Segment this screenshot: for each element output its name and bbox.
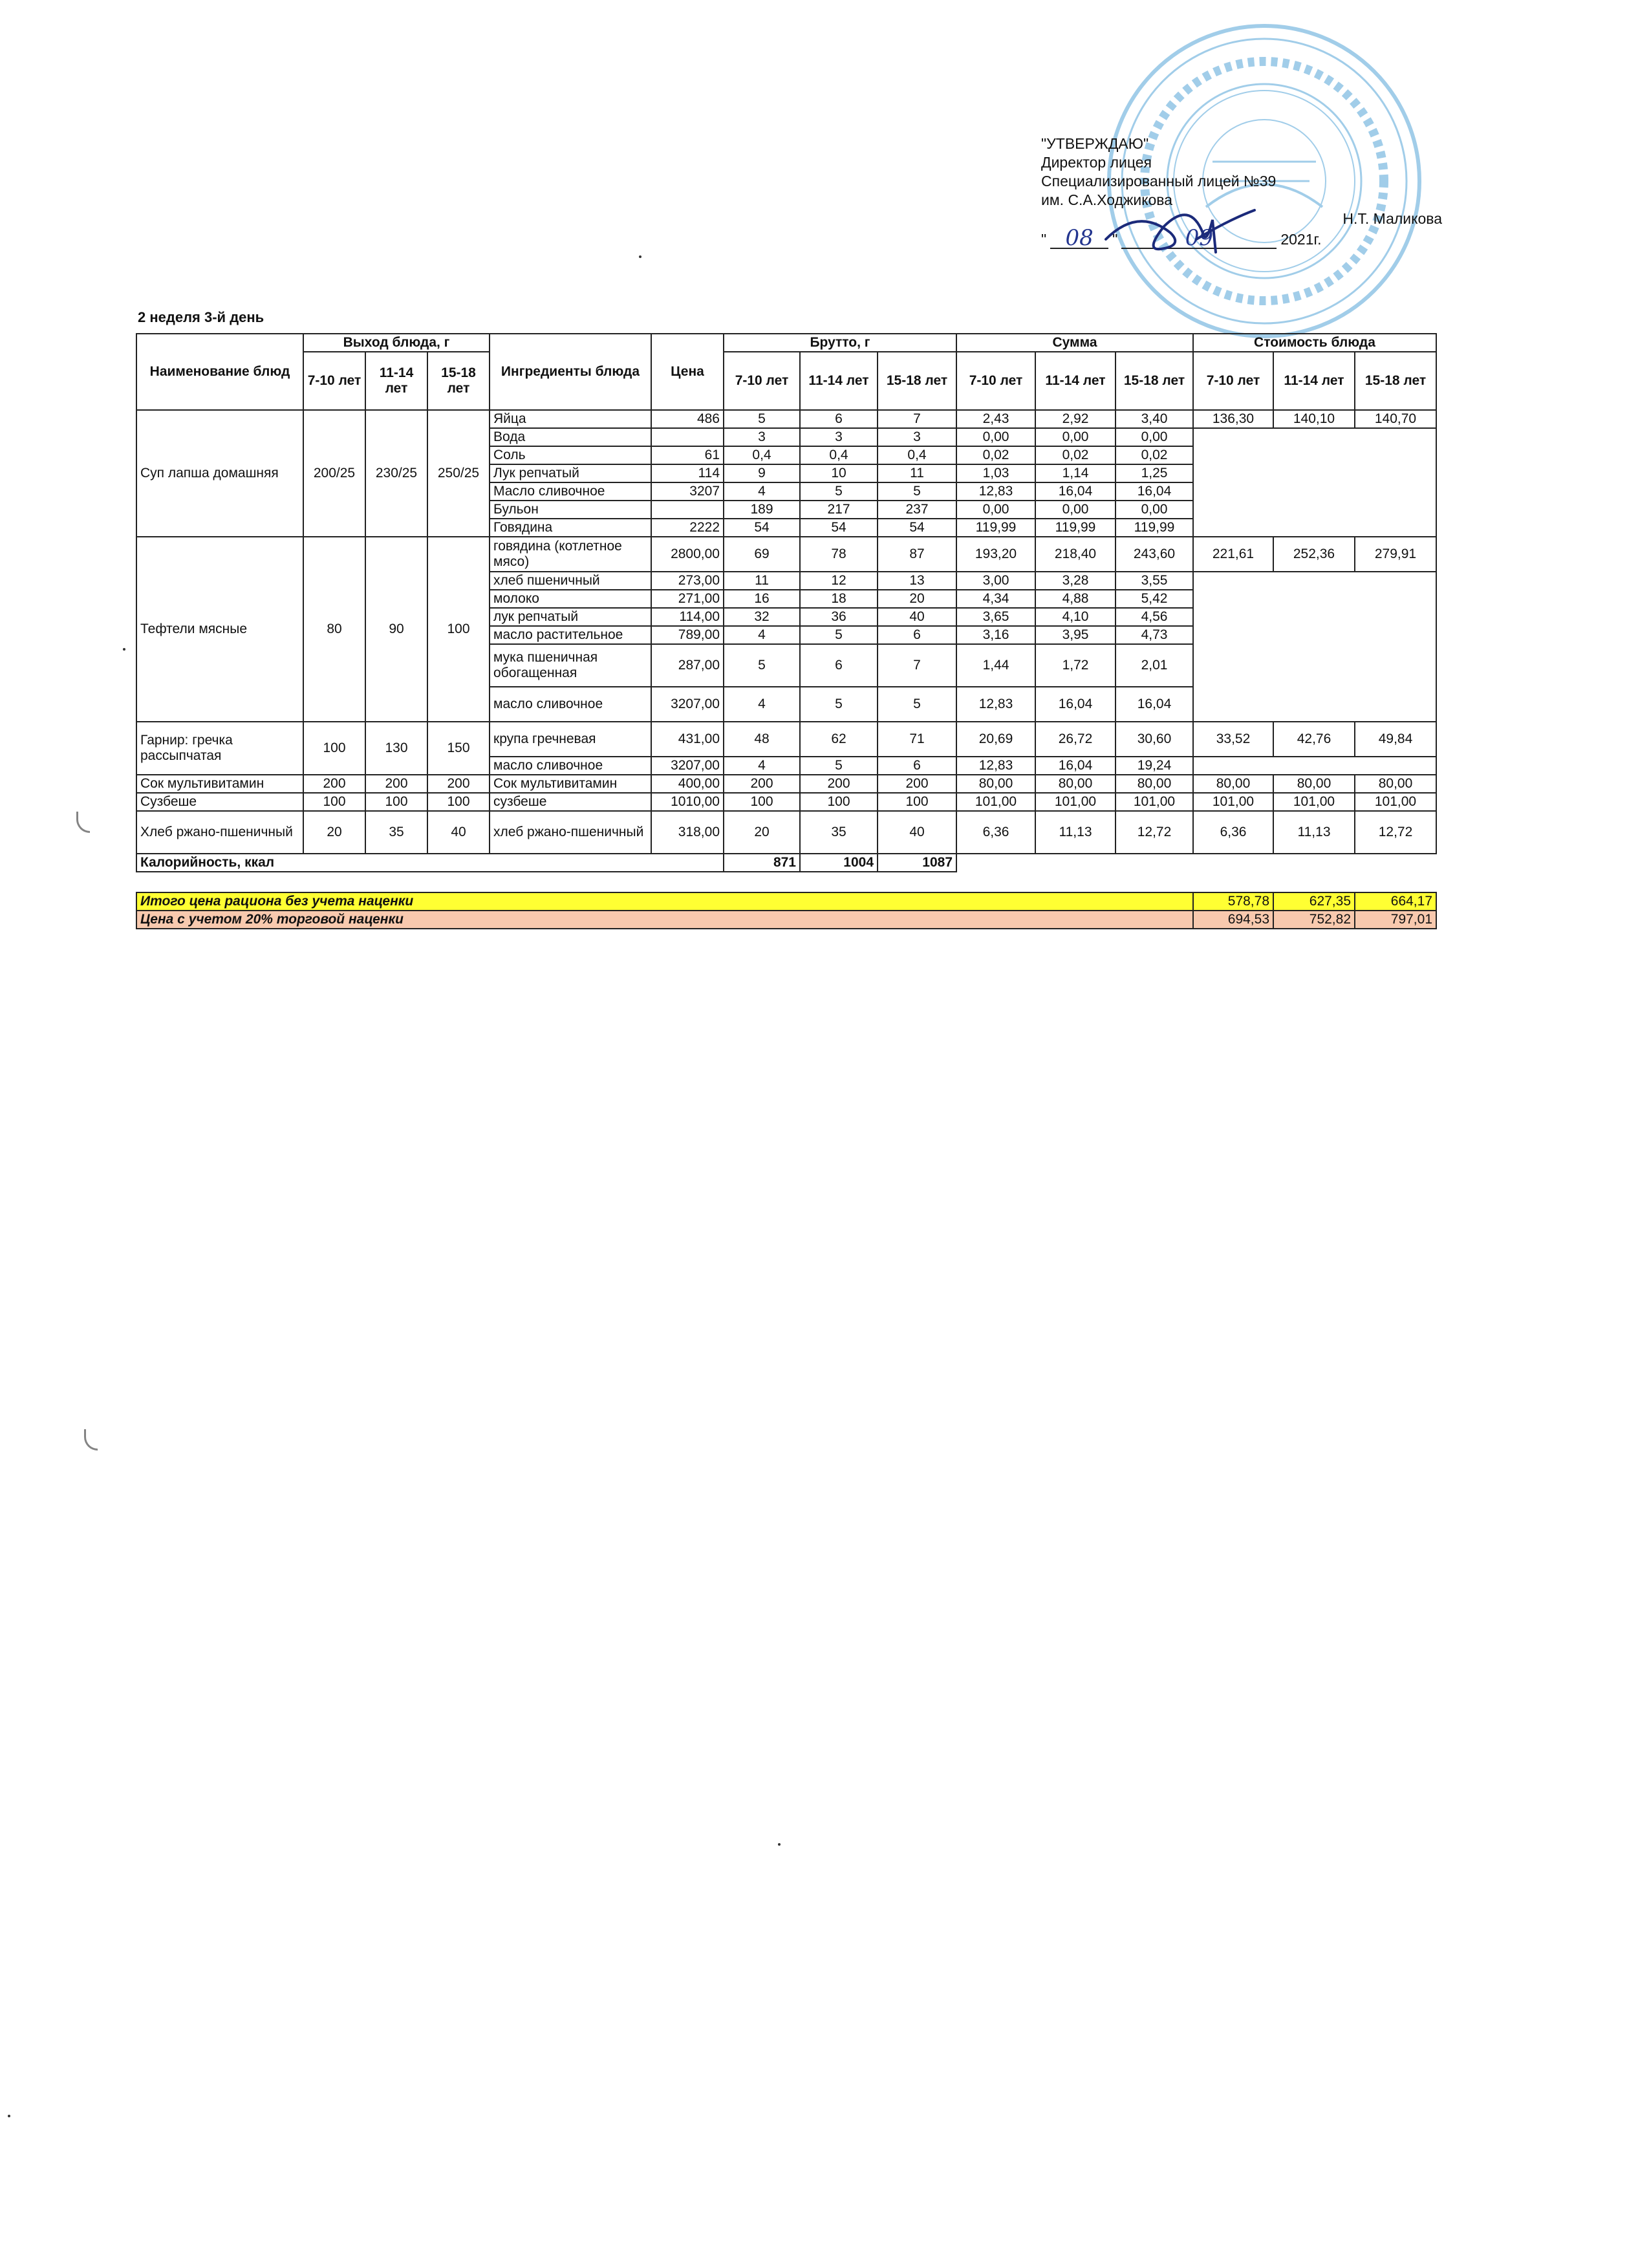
- cost-age3: 101,00: [1355, 793, 1436, 811]
- sum-age1: 80,00: [956, 775, 1035, 793]
- header-ingredients: Ингредиенты блюда: [490, 334, 651, 410]
- sum-age3: 16,04: [1116, 482, 1193, 501]
- dish-name: Суп лапша домашняя: [136, 410, 303, 537]
- gross-age2: 10: [800, 464, 878, 482]
- ingredient-price: [651, 501, 724, 519]
- table-row: [136, 722, 1436, 757]
- yield-age1: 200/25: [303, 410, 365, 537]
- ingredient-name: Сок мультивитамин: [490, 775, 651, 793]
- header-cost-age2: 11-14 лет: [1273, 352, 1355, 410]
- yield-age1: 100: [303, 722, 365, 775]
- gross-age1: 69: [724, 537, 800, 572]
- sum-age3: 1,25: [1116, 464, 1193, 482]
- dish-name: Сузбеше: [136, 793, 303, 811]
- approval-position: Директор лицея: [1041, 154, 1152, 171]
- approval-organization: Специализированный лицей №39: [1041, 173, 1277, 189]
- gross-age2: 200: [800, 775, 878, 793]
- ingredient-name: Вода: [490, 428, 651, 446]
- ingredient-price: 271,00: [651, 590, 724, 608]
- ingredient-name: хлеб ржано-пшеничный: [490, 811, 651, 854]
- gross-age2: 217: [800, 501, 878, 519]
- gross-age1: 16: [724, 590, 800, 608]
- sum-age3: 4,56: [1116, 608, 1193, 626]
- sum-age1: 3,16: [956, 626, 1035, 644]
- sum-age1: 4,34: [956, 590, 1035, 608]
- sum-age2: 16,04: [1035, 687, 1116, 722]
- table-footer: [136, 854, 1436, 929]
- sum-age3: 0,02: [1116, 446, 1193, 464]
- gross-age1: 4: [724, 757, 800, 775]
- cost-age1: 6,36: [1193, 811, 1273, 854]
- gross-age3: 7: [878, 644, 956, 687]
- header-gross-age1: 7-10 лет: [724, 352, 800, 410]
- calories-age2: 1004: [800, 854, 878, 872]
- ingredient-price: 1010,00: [651, 793, 724, 811]
- header-dish: Наименование блюд: [136, 334, 303, 410]
- day-label: 2 неделя 3-й день: [138, 309, 264, 325]
- table-row: [136, 537, 1436, 572]
- sum-age3: 2,01: [1116, 644, 1193, 687]
- total-price-age1: 578,78: [1193, 892, 1273, 911]
- sum-age1: 3,65: [956, 608, 1035, 626]
- header-yield: Выход блюда, г: [303, 334, 490, 352]
- sum-age2: 0,00: [1035, 501, 1116, 519]
- scan-mark: [84, 1429, 98, 1451]
- cost-age1: 221,61: [1193, 537, 1273, 572]
- gross-age2: 35: [800, 811, 878, 854]
- sum-age1: 12,83: [956, 757, 1035, 775]
- markup-price-age3: 797,01: [1355, 911, 1436, 929]
- sum-age1: 0,02: [956, 446, 1035, 464]
- ingredient-price: 114,00: [651, 608, 724, 626]
- sum-age2: 4,88: [1035, 590, 1116, 608]
- gross-age1: 20: [724, 811, 800, 854]
- yield-age1: 200: [303, 775, 365, 793]
- calories-age1: 871: [724, 854, 800, 872]
- yield-age2: 130: [365, 722, 427, 775]
- dish-name: Гарнир: гречка рассыпчатая: [136, 722, 303, 775]
- sum-age2: 11,13: [1035, 811, 1116, 854]
- ingredient-price: 2222: [651, 519, 724, 537]
- ingredient-name: масло сливочное: [490, 757, 651, 775]
- cost-age1: 80,00: [1193, 775, 1273, 793]
- cost-age3: 140,70: [1355, 410, 1436, 428]
- yield-age3: 250/25: [427, 410, 490, 537]
- gross-age1: 200: [724, 775, 800, 793]
- sum-age1: 6,36: [956, 811, 1035, 854]
- ingredient-price: 114: [651, 464, 724, 482]
- calories-label: Калорийность, ккал: [136, 854, 724, 872]
- sum-age2: 2,92: [1035, 410, 1116, 428]
- header-yield-age2: 11-14 лет: [365, 352, 427, 410]
- gross-age2: 5: [800, 626, 878, 644]
- gross-age3: 40: [878, 608, 956, 626]
- sum-age1: 1,03: [956, 464, 1035, 482]
- sum-age2: 26,72: [1035, 722, 1116, 757]
- ingredient-price: 3207,00: [651, 687, 724, 722]
- scan-mark: [76, 812, 90, 833]
- sum-age1: 3,00: [956, 572, 1035, 590]
- cost-age2: 101,00: [1273, 793, 1355, 811]
- yield-age2: 35: [365, 811, 427, 854]
- gross-age3: 7: [878, 410, 956, 428]
- sum-age1: 12,83: [956, 687, 1035, 722]
- gross-age1: 9: [724, 464, 800, 482]
- handwritten-signature: [1099, 194, 1261, 265]
- table-body: [136, 410, 1436, 854]
- ingredient-price: 789,00: [651, 626, 724, 644]
- gross-age3: 237: [878, 501, 956, 519]
- gross-age1: 11: [724, 572, 800, 590]
- ingredient-name: Соль: [490, 446, 651, 464]
- sum-age2: 119,99: [1035, 519, 1116, 537]
- gross-age1: 4: [724, 482, 800, 501]
- ingredient-name: лук репчатый: [490, 608, 651, 626]
- quote-close: ": [1112, 231, 1118, 248]
- header-cost: Стоимость блюда: [1193, 334, 1436, 352]
- ingredient-name: Бульон: [490, 501, 651, 519]
- gross-age2: 36: [800, 608, 878, 626]
- gross-age2: 0,4: [800, 446, 878, 464]
- sum-age3: 243,60: [1116, 537, 1193, 572]
- approval-month: 09: [1121, 228, 1277, 249]
- table-header: [136, 334, 1436, 410]
- approval-organization-name: им. С.А.Ходжикова: [1041, 191, 1173, 208]
- markup-price-label: Цена с учетом 20% торговой наценки: [136, 911, 1193, 929]
- gross-age3: 20: [878, 590, 956, 608]
- gross-age3: 87: [878, 537, 956, 572]
- ingredient-name: Яйца: [490, 410, 651, 428]
- gross-age3: 6: [878, 757, 956, 775]
- ingredient-price: 3207: [651, 482, 724, 501]
- cost-age2: 80,00: [1273, 775, 1355, 793]
- total-price-label: Итого цена рациона без учета наценки: [136, 892, 1193, 911]
- cost-blank: [1193, 572, 1436, 722]
- cost-age2: 11,13: [1273, 811, 1355, 854]
- ingredient-price: [651, 428, 724, 446]
- table-row: [136, 811, 1436, 854]
- gross-age2: 5: [800, 482, 878, 501]
- ingredient-name: Говядина: [490, 519, 651, 537]
- sum-age2: 1,72: [1035, 644, 1116, 687]
- sum-age1: 119,99: [956, 519, 1035, 537]
- ingredient-name: хлеб пшеничный: [490, 572, 651, 590]
- gross-age3: 5: [878, 482, 956, 501]
- yield-age1: 100: [303, 793, 365, 811]
- gross-age1: 189: [724, 501, 800, 519]
- gross-age2: 62: [800, 722, 878, 757]
- yield-age1: 20: [303, 811, 365, 854]
- header-gross-age3: 15-18 лет: [878, 352, 956, 410]
- table-row: [136, 410, 1436, 428]
- gross-age2: 6: [800, 410, 878, 428]
- dish-name: Тефтели мясные: [136, 537, 303, 722]
- yield-age3: 150: [427, 722, 490, 775]
- cost-age1: 136,30: [1193, 410, 1273, 428]
- cost-age3: 80,00: [1355, 775, 1436, 793]
- ingredient-price: 400,00: [651, 775, 724, 793]
- gross-age3: 40: [878, 811, 956, 854]
- sum-age1: 0,00: [956, 428, 1035, 446]
- sum-age2: 218,40: [1035, 537, 1116, 572]
- sum-age2: 4,10: [1035, 608, 1116, 626]
- cost-blank: [1193, 428, 1436, 537]
- sum-age2: 1,14: [1035, 464, 1116, 482]
- ingredient-name: сузбеше: [490, 793, 651, 811]
- table-row: [136, 793, 1436, 811]
- ingredient-name: мука пшеничная обогащенная: [490, 644, 651, 687]
- gross-age3: 100: [878, 793, 956, 811]
- sum-age3: 12,72: [1116, 811, 1193, 854]
- cost-age2: 140,10: [1273, 410, 1355, 428]
- gross-age2: 5: [800, 687, 878, 722]
- cost-age3: 49,84: [1355, 722, 1436, 757]
- yield-age2: 100: [365, 793, 427, 811]
- sum-age2: 16,04: [1035, 757, 1116, 775]
- gross-age2: 54: [800, 519, 878, 537]
- ingredient-price: 273,00: [651, 572, 724, 590]
- header-cost-age1: 7-10 лет: [1193, 352, 1273, 410]
- header-yield-age3: 15-18 лет: [427, 352, 490, 410]
- sum-age1: 2,43: [956, 410, 1035, 428]
- total-price-age3: 664,17: [1355, 892, 1436, 911]
- sum-age1: 20,69: [956, 722, 1035, 757]
- sum-age3: 0,00: [1116, 501, 1193, 519]
- gross-age1: 54: [724, 519, 800, 537]
- markup-price-age2: 752,82: [1273, 911, 1355, 929]
- total-price-age2: 627,35: [1273, 892, 1355, 911]
- gross-age2: 78: [800, 537, 878, 572]
- gross-age2: 12: [800, 572, 878, 590]
- yield-age1: 80: [303, 537, 365, 722]
- sum-age2: 101,00: [1035, 793, 1116, 811]
- header-sum: Сумма: [956, 334, 1193, 352]
- header-gross: Брутто, г: [724, 334, 956, 352]
- sum-age2: 80,00: [1035, 775, 1116, 793]
- ingredient-name: Масло сливочное: [490, 482, 651, 501]
- ingredient-price: 431,00: [651, 722, 724, 757]
- gross-age2: 100: [800, 793, 878, 811]
- ingredient-name: молоко: [490, 590, 651, 608]
- ingredient-name: Лук репчатый: [490, 464, 651, 482]
- sum-age1: 193,20: [956, 537, 1035, 572]
- markup-price-age1: 694,53: [1193, 911, 1273, 929]
- gross-age3: 5: [878, 687, 956, 722]
- ingredient-name: масло растительное: [490, 626, 651, 644]
- sum-age3: 5,42: [1116, 590, 1193, 608]
- yield-age2: 230/25: [365, 410, 427, 537]
- sum-age1: 1,44: [956, 644, 1035, 687]
- sum-age2: 3,95: [1035, 626, 1116, 644]
- header-gross-age2: 11-14 лет: [800, 352, 878, 410]
- sum-age1: 0,00: [956, 501, 1035, 519]
- header-yield-age1: 7-10 лет: [303, 352, 365, 410]
- ingredient-price: 3207,00: [651, 757, 724, 775]
- approval-title: "УТВЕРЖДАЮ": [1041, 135, 1149, 152]
- total-price-row: [136, 892, 1436, 911]
- header-sum-age1: 7-10 лет: [956, 352, 1035, 410]
- gross-age3: 0,4: [878, 446, 956, 464]
- sum-age1: 101,00: [956, 793, 1035, 811]
- yield-age3: 100: [427, 793, 490, 811]
- calories-age3: 1087: [878, 854, 956, 872]
- ingredient-price: 2800,00: [651, 537, 724, 572]
- cost-age3: 279,91: [1355, 537, 1436, 572]
- sum-age3: 101,00: [1116, 793, 1193, 811]
- scan-speck: [123, 648, 125, 651]
- ingredient-name: крупа гречневая: [490, 722, 651, 757]
- markup-price-row: [136, 911, 1436, 929]
- cost-blank: [1193, 757, 1436, 775]
- gross-age1: 5: [724, 644, 800, 687]
- sum-age3: 3,55: [1116, 572, 1193, 590]
- gross-age3: 200: [878, 775, 956, 793]
- gross-age3: 13: [878, 572, 956, 590]
- gross-age2: 5: [800, 757, 878, 775]
- ingredient-name: масло сливочное: [490, 687, 651, 722]
- sum-age3: 4,73: [1116, 626, 1193, 644]
- sum-age3: 30,60: [1116, 722, 1193, 757]
- ingredient-price: 486: [651, 410, 724, 428]
- gross-age1: 5: [724, 410, 800, 428]
- gross-age2: 18: [800, 590, 878, 608]
- ingredient-name: говядина (котлетное мясо): [490, 537, 651, 572]
- gross-age3: 54: [878, 519, 956, 537]
- cost-age3: 12,72: [1355, 811, 1436, 854]
- yield-age2: 90: [365, 537, 427, 722]
- cost-age2: 42,76: [1273, 722, 1355, 757]
- sum-age3: 0,00: [1116, 428, 1193, 446]
- sum-age2: 0,02: [1035, 446, 1116, 464]
- ingredient-price: 287,00: [651, 644, 724, 687]
- yield-age3: 200: [427, 775, 490, 793]
- yield-age3: 100: [427, 537, 490, 722]
- gross-age1: 48: [724, 722, 800, 757]
- scan-speck: [639, 255, 641, 258]
- dish-name: Хлеб ржано-пшеничный: [136, 811, 303, 854]
- scan-speck: [778, 1843, 781, 1846]
- sum-age2: 16,04: [1035, 482, 1116, 501]
- gross-age1: 4: [724, 626, 800, 644]
- gross-age1: 0,4: [724, 446, 800, 464]
- sum-age3: 3,40: [1116, 410, 1193, 428]
- sum-age3: 80,00: [1116, 775, 1193, 793]
- sum-age1: 12,83: [956, 482, 1035, 501]
- sum-age2: 0,00: [1035, 428, 1116, 446]
- sum-age3: 119,99: [1116, 519, 1193, 537]
- dish-name: Сок мультивитамин: [136, 775, 303, 793]
- sum-age3: 16,04: [1116, 687, 1193, 722]
- gross-age3: 6: [878, 626, 956, 644]
- gross-age3: 3: [878, 428, 956, 446]
- header-cost-age3: 15-18 лет: [1355, 352, 1436, 410]
- cost-age1: 101,00: [1193, 793, 1273, 811]
- approval-day: 08: [1050, 228, 1108, 249]
- sum-age3: 19,24: [1116, 757, 1193, 775]
- header-price: Цена: [651, 334, 724, 410]
- ingredient-price: 61: [651, 446, 724, 464]
- gross-age1: 32: [724, 608, 800, 626]
- table-row: [136, 775, 1436, 793]
- gross-age1: 4: [724, 687, 800, 722]
- cost-age1: 33,52: [1193, 722, 1273, 757]
- header-sum-age2: 11-14 лет: [1035, 352, 1116, 410]
- gross-age2: 6: [800, 644, 878, 687]
- menu-table: [136, 333, 1437, 929]
- sum-age2: 3,28: [1035, 572, 1116, 590]
- cost-age2: 252,36: [1273, 537, 1355, 572]
- yield-age2: 200: [365, 775, 427, 793]
- scan-speck: [8, 2115, 10, 2117]
- ingredient-price: 318,00: [651, 811, 724, 854]
- gross-age1: 100: [724, 793, 800, 811]
- header-sum-age3: 15-18 лет: [1116, 352, 1193, 410]
- gross-age2: 3: [800, 428, 878, 446]
- gross-age1: 3: [724, 428, 800, 446]
- approval-signer: Н.Т. Маликова: [1342, 210, 1442, 227]
- gross-age3: 71: [878, 722, 956, 757]
- approval-year: 2021г.: [1280, 231, 1322, 248]
- gross-age3: 11: [878, 464, 956, 482]
- yield-age3: 40: [427, 811, 490, 854]
- quote-open: ": [1041, 231, 1047, 248]
